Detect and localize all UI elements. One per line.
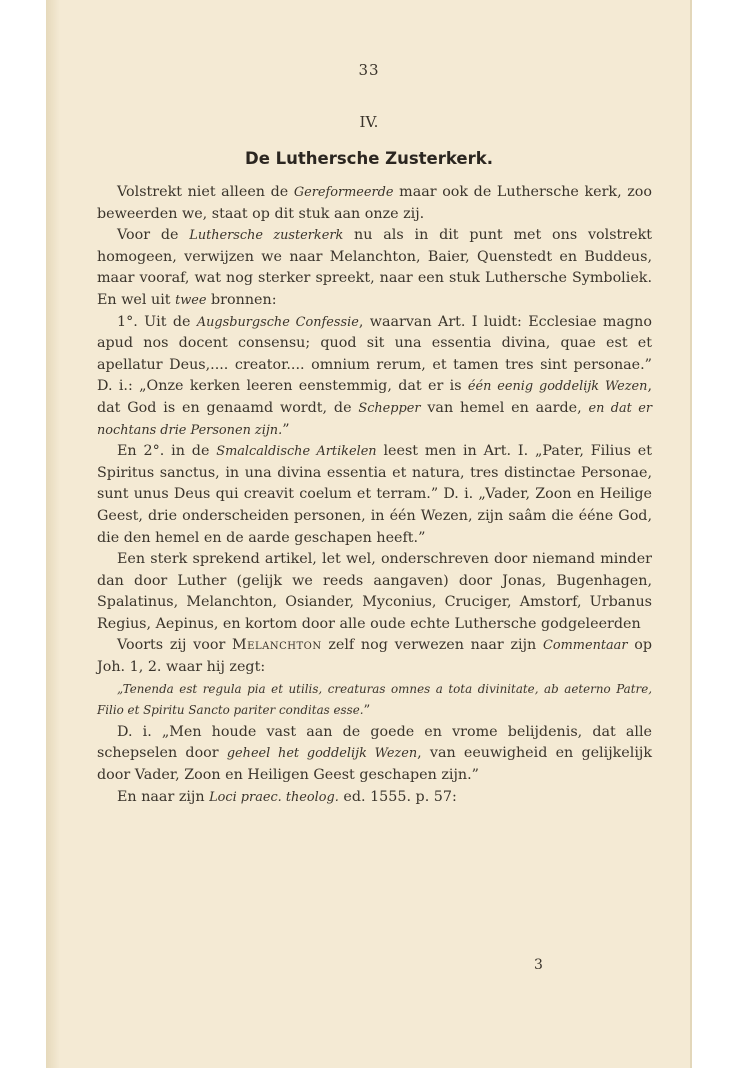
text-run: van hemel en aarde,: [420, 399, 589, 416]
paragraph: [97, 787, 652, 809]
page-number: 33: [358, 61, 380, 79]
paragraph: [97, 441, 652, 549]
text-run: maar ook de Luthersche kerk, zoo beweerden we, staat op dit stuk aan onze zij.: [97, 184, 652, 222]
text-run: , dat God is en genaamd wordt, de: [97, 378, 652, 416]
text-run: En naar zijn: [117, 788, 210, 805]
body-text: [97, 182, 652, 808]
text-run: zelf nog verwezen naar zijn: [321, 637, 543, 654]
italic-run: één eenig goddelijk Wezen: [467, 379, 648, 395]
page-title: De Luthersche Zusterkerk.: [245, 149, 493, 168]
paragraph: [97, 722, 652, 787]
paragraph: [97, 182, 652, 225]
text-run: Een sterk sprekend artikel, let wel, onderschreven door niemand minder dan door Luther (gelijk we reeds aangaven) door Jonas, Bugenhagen, Spalatinus, Melanchton, Osiander, Myconius, Cruciger, Amstorf, Urbanus Regius, Aepinus, en kortom door alle oude echte Luthersche godgeleerden: [97, 551, 652, 632]
text-run: ed. 1555. p. 57:: [338, 788, 457, 805]
paragraph: [97, 225, 652, 311]
italic-run: geheel het goddelijk Wezen: [226, 746, 418, 762]
italic-run: Augsburgsche Confessie: [196, 314, 359, 330]
text-run: 1°. Uit de: [117, 313, 197, 330]
chapter-number: IV.: [359, 113, 379, 131]
text-run: Voor de: [117, 227, 190, 244]
paragraph: [97, 312, 652, 442]
paragraph: [97, 635, 652, 678]
text-run: En 2°. in de: [117, 443, 217, 460]
italic-run: „Tenenda est regula pia et utilis, creaturas omnes a tota divinitate, ab aeterno Patre, Filio et Spiritu Sancto pariter conditas esse.: [97, 681, 652, 718]
text-run: Voorts zij voor: [117, 637, 233, 654]
italic-run: Gereformeerde: [293, 185, 394, 200]
italic-run: Loci praec. theolog.: [209, 789, 339, 805]
paragraph: [97, 679, 652, 722]
text-run: , waarvan Art. I luidt: Ecclesiae magno apud nos docent consensu; quod sit una essentia divina, quae est et apellatur Deus,.... creator.... omnium rerum, et tamen tres sint personae.” D. i.: „Onze kerken leeren eenstemmig, dat er is: [97, 313, 652, 395]
text-run: leest men in Art. I. „Pater, Filius et Spiritus sanctus, in una divina essentia et natura, tres distinctae Personae, sunt unus Deus qui creavit coelum et terram.” D. i. „Vader, Zoon en Heilige Geest, drie onderscheiden personen, in één Wezen, zijn saâm die ééne God, die den hemel en de aarde geschapen heeft.”: [97, 443, 652, 546]
paragraph: [97, 549, 652, 635]
signature-mark: 3: [534, 957, 543, 973]
text-run: nu als in dit punt met ons volstrekt homogeen, verwijzen we naar Melanchton, Baier, Quenstedt en Buddeus, maar vooraf, wat nog sterker spreekt, naar een stuk Luthersche Symboliek. En wel uit: [97, 227, 653, 308]
italic-run: Smalcaldische Artikelen: [216, 444, 377, 460]
text-run: Volstrekt niet alleen de: [117, 184, 294, 200]
italic-run: Schepper: [358, 400, 421, 416]
text-run: , van eeuwigheid en gelijkelijk door Vader, Zoon en Heiligen Geest geschapen zijn.”: [97, 745, 653, 784]
italic-run: Luthersche zusterkerk: [189, 228, 344, 244]
italic-run: en dat er nochtans drie Personen zijn.: [97, 400, 652, 438]
book-page: [46, 0, 692, 1068]
text-run: ”: [282, 421, 290, 438]
italic-run: twee: [175, 292, 207, 308]
text-run: ”: [363, 703, 371, 719]
text-run: D. i. „Men houde vast aan de goede en vrome belijdenis, dat alle schepselen door: [97, 723, 652, 762]
italic-run: Commentaar: [542, 638, 628, 654]
text-run: bronnen:: [206, 291, 277, 308]
text-run: op Joh. 1, 2. waar hij zegt:: [97, 637, 653, 676]
text-run: Melanchton: [232, 637, 322, 654]
